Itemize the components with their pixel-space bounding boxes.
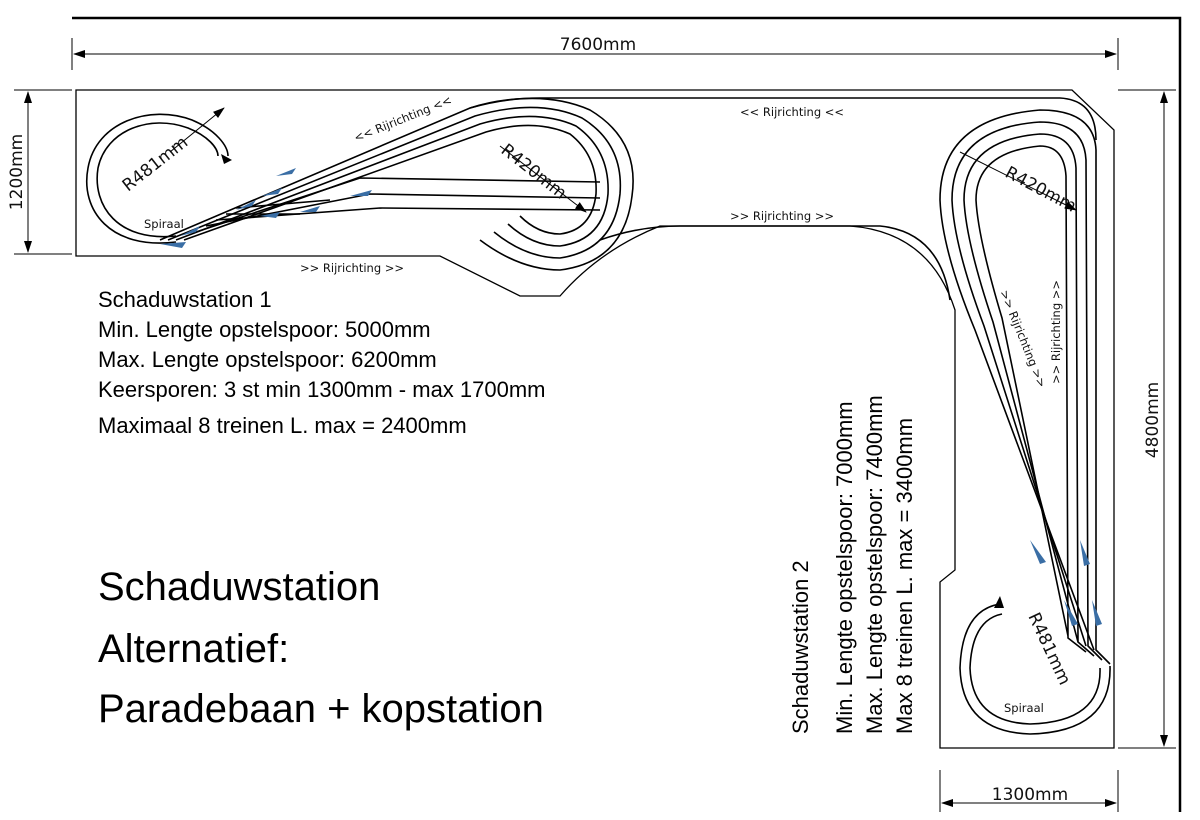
dimension-width-bottom-label: 1300mm [991, 785, 1069, 805]
dimension-height-left-label: 1200mm [7, 133, 27, 211]
dimension-width-total-label: 7600mm [559, 35, 637, 55]
dimension-height-left [7, 90, 72, 254]
station2-min-length: Min. Lengte opstelspoor: 7000mm [832, 401, 857, 734]
alternative-line1: Schaduwstation [98, 565, 381, 609]
loop-right-radius: R420mm [1001, 162, 1080, 217]
spiral-left-label: Spiraal [144, 217, 184, 231]
station2-max-trains: Max 8 treinen L. max = 3400mm [892, 417, 917, 734]
station1-title: Schaduwstation 1 [98, 287, 272, 312]
spiral-right-radius: R481mm [1023, 609, 1075, 689]
station1-max-length: Max. Lengte opstelspoor: 6200mm [98, 347, 437, 372]
alternative-line3: Paradebaan + kopstation [98, 687, 544, 731]
direction-label-right-vert: >> Rijrichting >> [1049, 279, 1063, 384]
station2-notes [788, 395, 917, 734]
alternative-line2: Alternatief: [98, 627, 290, 671]
alternative-notes [98, 565, 544, 731]
dimension-height-right-label: 4800mm [1143, 381, 1163, 459]
station2-tracks [940, 110, 1110, 664]
dimension-height-right [1118, 90, 1176, 748]
station1-tracks [160, 98, 1096, 270]
track-middle-connector [600, 226, 950, 300]
station2-title: Schaduwstation 2 [788, 560, 813, 734]
station1-max-trains: Maximaal 8 treinen L. max = 2400mm [98, 413, 467, 438]
direction-label-left-diag: << Rijrichting << [351, 92, 454, 145]
direction-label-bottom: >> Rijrichting >> [300, 261, 405, 275]
dimension-width-bottom [940, 770, 1118, 812]
direction-label-mid: >> Rijrichting >> [730, 209, 835, 223]
spiral-right-label: Spiraal [1004, 701, 1044, 715]
station1-min-length: Min. Lengte opstelspoor: 5000mm [98, 317, 431, 342]
station2-max-length: Max. Lengte opstelspoor: 7400mm [862, 395, 887, 734]
direction-label-top: << Rijrichting << [740, 105, 845, 119]
station1-reversing: Keersporen: 3 st min 1300mm - max 1700mm [98, 377, 546, 402]
direction-label-right-diag: >> Rijrichting >> [997, 287, 1050, 390]
station1-notes [98, 287, 546, 438]
spiral-left-radius: R481mm [118, 132, 193, 196]
loop-left-radius: R420mm [496, 140, 571, 204]
dimension-width-total [72, 35, 1118, 70]
